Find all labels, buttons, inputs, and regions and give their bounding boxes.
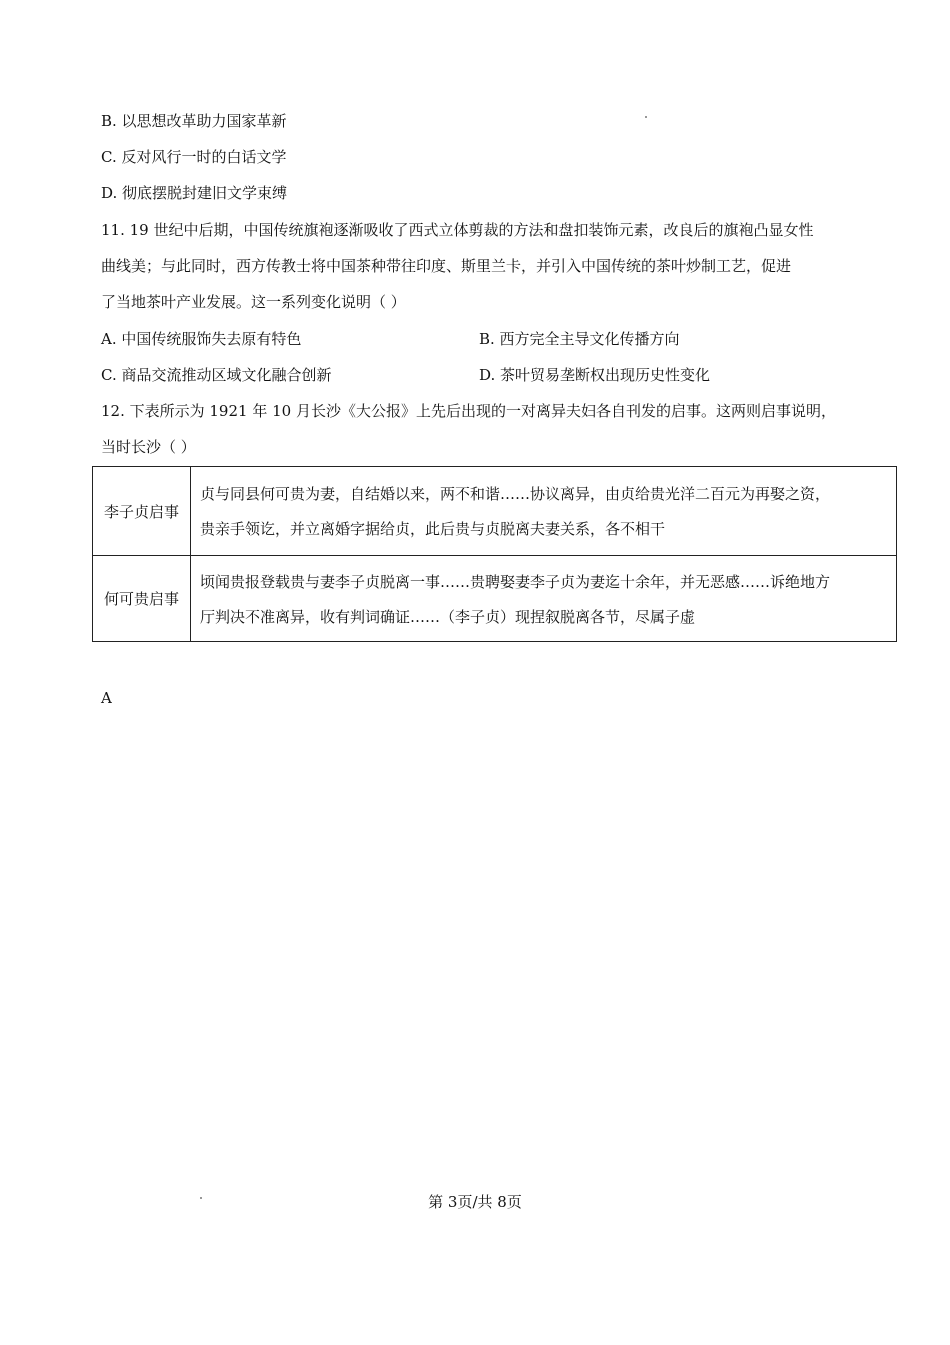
speck — [645, 116, 647, 118]
q11-option-d: D. 茶叶贸易垄断权出现历史性变化 — [479, 366, 711, 384]
notice-label: 李子贞启事 — [93, 467, 191, 556]
q11-option-c: C. 商品交流推动区域文化融合创新 — [101, 366, 332, 384]
notice-content — [191, 467, 897, 556]
q10-option-d: D. 彻底摆脱封建旧文学束缚 — [101, 184, 288, 202]
notice-table — [92, 466, 897, 642]
q11-stem-line: 11. 19 世纪中后期，中国传统旗袍逐渐吸收了西式立体剪裁的方法和盘扣装饰元素，改良后的旗袍凸显女性 — [101, 221, 814, 239]
q11-stem-line: 曲线美；与此同时，西方传教士将中国茶种带往印度、斯里兰卡，并引入中国传统的茶叶炒制工艺，促进 — [101, 257, 792, 275]
q11-option-a: A. 中国传统服饰失去原有特色 — [101, 330, 302, 348]
q12-stem-line: 12. 下表所示为 1921 年 10 月长沙《大公报》上先后出现的一对离异夫妇各自刊发的启事。这两则启事说明， — [101, 402, 836, 420]
q11-option-b: B. 西方完全主导文化传播方向 — [479, 330, 680, 348]
q10-option-c: C. 反对风行一时的白话文学 — [101, 148, 287, 166]
notice-line: 贞与同县何可贵为妻，自结婚以来，两不和谐……协议离异，由贞给贵光洋二百元为再娶之资， — [200, 485, 831, 503]
notice-label: 何可贵启事 — [93, 556, 191, 642]
notice-line: 顷闻贵报登载贵与妻李子贞脱离一事……贵聘娶妻李子贞为妻迄十余年，并无恶感……诉绝地方 — [200, 572, 831, 591]
stray-answer: A — [101, 689, 112, 707]
q11-stem-line: 了当地茶叶产业发展。这一系列变化说明（ ） — [101, 293, 406, 311]
page-footer: 第 3页/共 8页 — [428, 1193, 522, 1211]
q10-option-b: B. 以思想改革助力国家革新 — [101, 112, 287, 130]
notice-content — [191, 556, 897, 642]
table-row — [93, 556, 897, 642]
q12-stem-line: 当时长沙（ ） — [101, 438, 196, 456]
notice-line: 厅判决不准离异，收有判词确证……（李子贞）现捏叙脱离各节，尽属子虚 — [200, 607, 696, 626]
table-row — [93, 467, 897, 556]
notice-line: 贵亲手领讫，并立离婚字据给贞，此后贵与贞脱离夫妻关系，各不相干 — [200, 520, 666, 538]
